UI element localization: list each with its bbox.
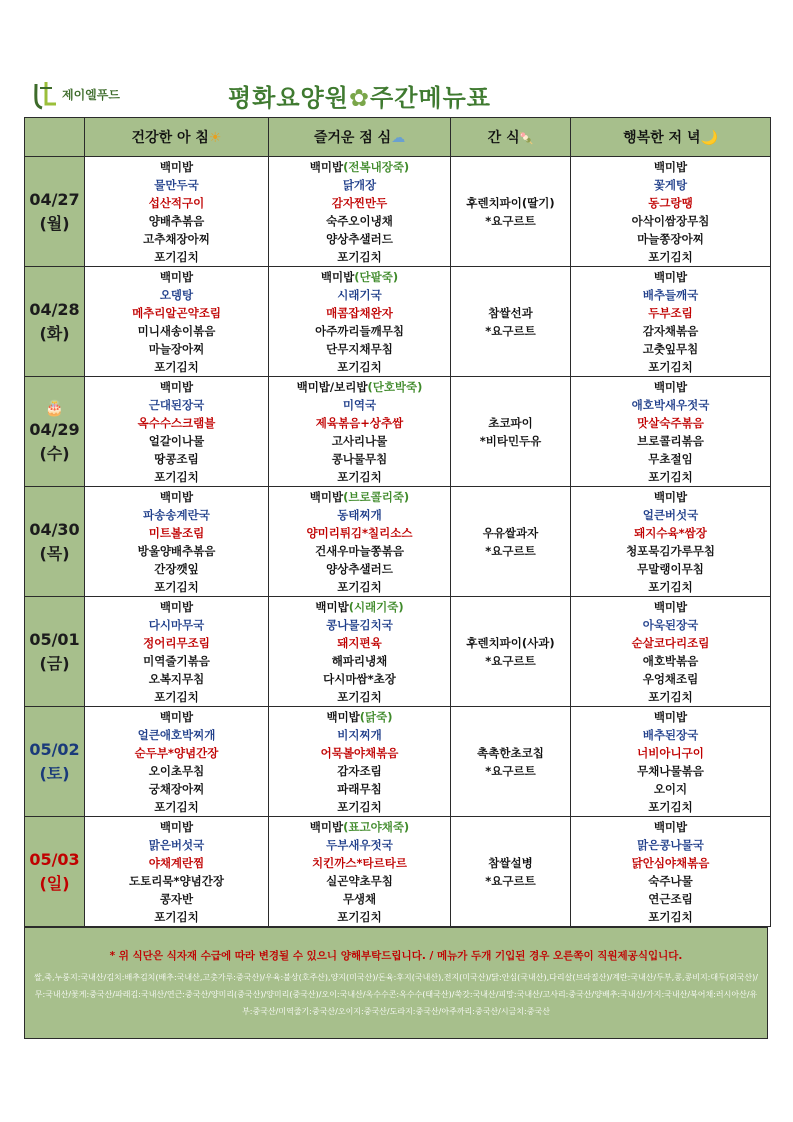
dinner-cell	[571, 817, 771, 927]
menu-item: 닭안심야채볶음	[631, 855, 710, 870]
menu-item: 동태찌개	[337, 507, 382, 522]
menu-item: 무말랭이무침	[637, 561, 704, 576]
menu-item: 아삭이쌈장무침	[631, 213, 710, 228]
menu-item: 포기김치	[648, 469, 693, 484]
menu-item: 실곤약초무침	[326, 873, 393, 888]
menu-item: 백미밥	[653, 819, 688, 834]
breakfast-cell	[85, 597, 269, 707]
menu-item: 미역줄기볶음	[143, 653, 210, 668]
menu-item: 섭산적구이	[148, 195, 205, 210]
menu-item: 얼큰애호박찌개	[137, 727, 216, 742]
menu-item: 포기김치	[648, 909, 693, 924]
porridge-note: (표고야채죽)	[343, 819, 410, 834]
snack-item: *요구르트	[485, 543, 536, 558]
menu-item: 맛살숙주볶음	[637, 415, 704, 430]
breakfast-cell	[85, 157, 269, 267]
menu-item: 백미밥	[653, 269, 688, 284]
notes-box	[24, 927, 768, 1039]
menu-item: 감자조림	[337, 763, 382, 778]
breakfast-cell	[85, 377, 269, 487]
snack-cell	[451, 597, 571, 707]
day-weekday: (수)	[39, 443, 70, 463]
porridge-note: (단팥죽)	[354, 269, 399, 284]
day-date: 04/30	[29, 519, 80, 539]
menu-item: 건새우마늘쫑볶음	[315, 543, 404, 558]
snack-item: 촉촉한초코칩	[477, 745, 544, 760]
lunch-cell	[269, 817, 451, 927]
porridge-note: (시래기죽)	[348, 599, 404, 614]
day-row	[25, 487, 771, 597]
menu-item: 콩나물김치국	[326, 617, 393, 632]
menu-item: 오이초무침	[148, 763, 205, 778]
menu-item: 감자찐만두	[331, 195, 388, 210]
snack-item: *요구르트	[485, 323, 536, 338]
day-weekday: (목)	[39, 543, 70, 563]
menu-item: 백미밥	[653, 709, 688, 724]
flower-icon: ✿	[348, 84, 371, 112]
menu-item: 백미밥	[653, 379, 688, 394]
title-part2: 주간메뉴표	[370, 84, 491, 112]
menu-item: 감자채볶음	[642, 323, 699, 338]
menu-item: 간장깻잎	[154, 561, 199, 576]
menu-item: 양상추샐러드	[326, 561, 393, 576]
menu-item: 돼지편육	[337, 635, 382, 650]
col-snack: 간 식🍡	[451, 118, 571, 157]
menu-item: 백미밥	[159, 379, 194, 394]
breakfast-cell	[85, 487, 269, 597]
day-row	[25, 597, 771, 707]
porridge-note: (브로콜리죽)	[343, 489, 410, 504]
menu-item: 애호박새우젓국	[631, 397, 710, 412]
menu-item: 파래무침	[337, 781, 382, 796]
menu-item: 미트볼조림	[148, 525, 205, 540]
menu-item: 파송송계란국	[143, 507, 210, 522]
breakfast-cell	[85, 817, 269, 927]
menu-item: 오뎅탕	[159, 287, 194, 302]
menu-item: 백미밥(닭죽)	[326, 709, 393, 724]
menu-item: 오이지	[653, 781, 688, 796]
day-label	[25, 707, 85, 817]
snack-item: 초코파이	[488, 415, 533, 430]
menu-item: 백미밥	[159, 159, 194, 174]
day-weekday: (토)	[39, 763, 70, 783]
snack-item: *요구르트	[485, 763, 536, 778]
menu-item: 비지찌개	[337, 727, 382, 742]
menu-item: 순살코다리조림	[631, 635, 710, 650]
snack-item: 우유쌀과자	[482, 525, 539, 540]
dinner-cell	[571, 707, 771, 817]
menu-item: 매콤잡채완자	[326, 305, 393, 320]
snack-cell	[451, 157, 571, 267]
cake-icon: 🎂	[45, 398, 64, 417]
menu-item: 야채계란찜	[148, 855, 205, 870]
menu-item: 방울양배추볶음	[137, 543, 216, 558]
snack-item: *요구르트	[485, 653, 536, 668]
skewer-icon: 🍡	[519, 132, 534, 145]
col-lunch: 즐거운 점 심☁	[269, 118, 451, 157]
menu-item: 백미밥	[159, 269, 194, 284]
menu-item: 무생채	[342, 891, 377, 906]
day-date: 05/03	[29, 849, 80, 869]
lunch-cell	[269, 487, 451, 597]
menu-item: 백미밥	[159, 489, 194, 504]
menu-item: 근대된장국	[148, 397, 205, 412]
menu-item: 무채나물볶음	[637, 763, 704, 778]
menu-item: 포기김치	[648, 359, 693, 374]
snack-item: *요구르트	[485, 873, 536, 888]
menu-item: 포기김치	[337, 359, 382, 374]
breakfast-cell	[85, 707, 269, 817]
menu-item: 맑은콩나물국	[637, 837, 704, 852]
day-weekday: (금)	[39, 653, 70, 673]
menu-item: 미니새송이볶음	[137, 323, 216, 338]
day-row	[25, 817, 771, 927]
dinner-cell	[571, 597, 771, 707]
porridge-note: (닭죽)	[359, 709, 393, 724]
menu-item: 청포묵김가루무침	[626, 543, 715, 558]
menu-item: 치킨까스*타르타르	[312, 855, 407, 870]
menu-item: 동그랑땡	[648, 195, 693, 210]
menu-item: 다시마무국	[148, 617, 205, 632]
day-weekday: (화)	[39, 323, 70, 343]
corner-cell	[25, 118, 85, 157]
menu-item: 백미밥	[159, 819, 194, 834]
menu-item: 얼갈이나물	[148, 433, 205, 448]
snack-cell	[451, 487, 571, 597]
day-label	[25, 817, 85, 927]
menu-item: 순두부*양념간장	[134, 745, 219, 760]
rainbow-icon: ☁	[391, 130, 406, 146]
menu-item: 숙주오이냉채	[326, 213, 393, 228]
porridge-note: (단호박죽)	[367, 379, 423, 394]
menu-item: 포기김치	[154, 799, 199, 814]
dinner-cell	[571, 157, 771, 267]
menu-item: 땅콩조림	[154, 451, 199, 466]
menu-item: 맑은버섯국	[148, 837, 205, 852]
menu-item: 오복지무침	[148, 671, 205, 686]
menu-item: 두부새우젓국	[326, 837, 393, 852]
day-row	[25, 707, 771, 817]
col-breakfast: 건강한 아 침☀	[85, 118, 269, 157]
menu-item: 포기김치	[337, 689, 382, 704]
day-label	[25, 487, 85, 597]
menu-item: 물만두국	[154, 177, 199, 192]
menu-item: 애호박볶음	[642, 653, 699, 668]
day-date: 04/28	[29, 299, 80, 319]
menu-item: 제육볶음+상추쌈	[315, 415, 404, 430]
dinner-cell	[571, 267, 771, 377]
day-label	[25, 597, 85, 707]
menu-item: 포기김치	[648, 249, 693, 264]
menu-item: 너비아니구이	[637, 745, 704, 760]
lunch-cell	[269, 157, 451, 267]
menu-item: 우엉채조림	[642, 671, 699, 686]
menu-item: 콩나물무침	[331, 451, 388, 466]
menu-item: 포기김치	[337, 469, 382, 484]
logo	[30, 78, 200, 118]
menu-item: 포기김치	[337, 249, 382, 264]
notes-origin: 쌀,죽,누룽지:국내산/김치:배추김치(배추:국내산,고춧가루:중국산)/우육:불상(호주산),양지(미국산)/돈육:후지(국내산),전지(미국산)/닭:안심(국내산),다리살(브라질산)/계란:국내산/두부,콩,콩비지:대두(외국산)/무:국내산/꽃게:중국산/파래김:국내산/연근:중국산/양미리(중국산)/양미리(중국산)/오이:국내산/옥수수콘:옥수수(태국산)/쑥갓:국내산/피망:국내산/고사리:중국산/양배추:국내산/가지:국내산/북어채:러시아산/유부:중국산/미역줄기:중국산/오이지:중국산/도라지:중국산/아주까리:중국산/시금치:중국산	[34, 973, 758, 1016]
menu-item: 돼지수육*쌈장	[634, 525, 707, 540]
menu-item: 양배추볶음	[148, 213, 205, 228]
menu-item: 백미밥	[159, 599, 194, 614]
menu-item: 단무지채무침	[326, 341, 393, 356]
snack-cell	[451, 817, 571, 927]
day-date: 04/27	[29, 189, 80, 209]
porridge-note: (전복내장죽)	[343, 159, 410, 174]
snack-cell	[451, 267, 571, 377]
menu-item: 포기김치	[648, 799, 693, 814]
menu-item: 포기김치	[154, 249, 199, 264]
menu-item: 어묵볼야채볶음	[320, 745, 399, 760]
dinner-cell	[571, 377, 771, 487]
menu-item: 얼큰버섯국	[642, 507, 699, 522]
menu-item: 백미밥	[653, 489, 688, 504]
logo-icon	[30, 78, 60, 114]
menu-item: 꽃게탕	[653, 177, 688, 192]
sun-icon: ☀	[208, 130, 222, 146]
day-row	[25, 267, 771, 377]
menu-item: 백미밥(단팥죽)	[320, 269, 399, 284]
menu-item: 양미리튀김*칠리소스	[306, 525, 413, 540]
menu-item: 백미밥	[159, 709, 194, 724]
menu-item: 브로콜리볶음	[637, 433, 704, 448]
snack-item: 참쌀선과	[488, 305, 533, 320]
day-date: 05/02	[29, 739, 80, 759]
day-label	[25, 157, 85, 267]
menu-item: 포기김치	[154, 689, 199, 704]
menu-item: 도토리묵*양념간장	[129, 873, 224, 888]
dinner-cell	[571, 487, 771, 597]
menu-item: 백미밥	[653, 159, 688, 174]
menu-item: 백미밥	[653, 599, 688, 614]
menu-item: 포기김치	[648, 689, 693, 704]
menu-item: 마늘장아찌	[148, 341, 205, 356]
menu-item: 두부조림	[648, 305, 693, 320]
col-dinner: 행복한 저 녁🌙	[571, 118, 771, 157]
menu-item: 아욱된장국	[642, 617, 699, 632]
menu-item: 포기김치	[648, 579, 693, 594]
lunch-cell	[269, 377, 451, 487]
menu-table	[24, 117, 771, 927]
menu-item: 미역국	[342, 397, 377, 412]
menu-item: 시래기국	[337, 287, 382, 302]
menu-item: 고춧잎무침	[642, 341, 699, 356]
menu-item: 궁채장아찌	[148, 781, 205, 796]
menu-body	[25, 157, 771, 927]
menu-item: 포기김치	[337, 799, 382, 814]
menu-item: 백미밥/보리밥(단호박죽)	[296, 379, 423, 394]
menu-item: 포기김치	[337, 909, 382, 924]
menu-item: 백미밥(시래기죽)	[315, 599, 404, 614]
menu-item: 배추된장국	[642, 727, 699, 742]
page-title	[228, 78, 491, 113]
logo-text: 제이엘푸드	[62, 88, 120, 102]
menu-item: 고사리나물	[331, 433, 388, 448]
menu-item: 옥수수스크램블	[137, 415, 216, 430]
menu-item: 고추채장아찌	[143, 231, 210, 246]
menu-item: 포기김치	[154, 359, 199, 374]
day-label	[25, 377, 85, 487]
menu-item: 마늘쫑장아찌	[637, 231, 704, 246]
menu-item: 닭개장	[342, 177, 377, 192]
moon-icon: 🌙	[700, 130, 718, 146]
snack-cell	[451, 707, 571, 817]
menu-item: 포기김치	[154, 469, 199, 484]
snack-item: 후렌치파이(사과)	[466, 635, 555, 650]
day-label	[25, 267, 85, 377]
day-row	[25, 377, 771, 487]
menu-item: 메추리알곤약조림	[132, 305, 221, 320]
lunch-cell	[269, 707, 451, 817]
snack-cell	[451, 377, 571, 487]
snack-item: *비타민두유	[479, 433, 542, 448]
menu-item: 포기김치	[154, 579, 199, 594]
menu-item: 배추들깨국	[642, 287, 699, 302]
lunch-cell	[269, 267, 451, 377]
menu-item: 해파리냉채	[331, 653, 388, 668]
menu-item: 아주까리들깨무침	[315, 323, 404, 338]
snack-item: *요구르트	[485, 213, 536, 228]
menu-item: 백미밥(전복내장죽)	[309, 159, 410, 174]
header-row	[25, 118, 771, 157]
menu-item: 백미밥(브로콜리죽)	[309, 489, 410, 504]
menu-item: 콩자반	[159, 891, 194, 906]
menu-item: 무초절임	[648, 451, 693, 466]
menu-item: 정어리무조림	[143, 635, 210, 650]
menu-item: 다시마쌈*초장	[323, 671, 396, 686]
snack-item: 후렌치파이(딸기)	[466, 195, 555, 210]
day-date: 05/01	[29, 629, 80, 649]
breakfast-cell	[85, 267, 269, 377]
day-row	[25, 157, 771, 267]
lunch-cell	[269, 597, 451, 707]
menu-item: 포기김치	[337, 579, 382, 594]
day-weekday: (월)	[39, 213, 70, 233]
title-part1: 평화요양원	[228, 84, 349, 112]
snack-item: 참쌀설병	[488, 855, 533, 870]
menu-item: 숙주나물	[648, 873, 693, 888]
notes-main: * 위 식단은 식자재 수급에 따라 변경될 수 있으니 양해부탁드립니다. / 메뉴가 두개 기입된 경우 오른쪽이 직원제공식입니다.	[109, 950, 683, 962]
menu-item: 포기김치	[154, 909, 199, 924]
menu-item: 연근조림	[648, 891, 693, 906]
menu-item: 백미밥(표고야채죽)	[309, 819, 410, 834]
menu-item: 양상추샐러드	[326, 231, 393, 246]
day-date: 04/29	[29, 419, 80, 439]
day-weekday: (일)	[39, 873, 70, 893]
